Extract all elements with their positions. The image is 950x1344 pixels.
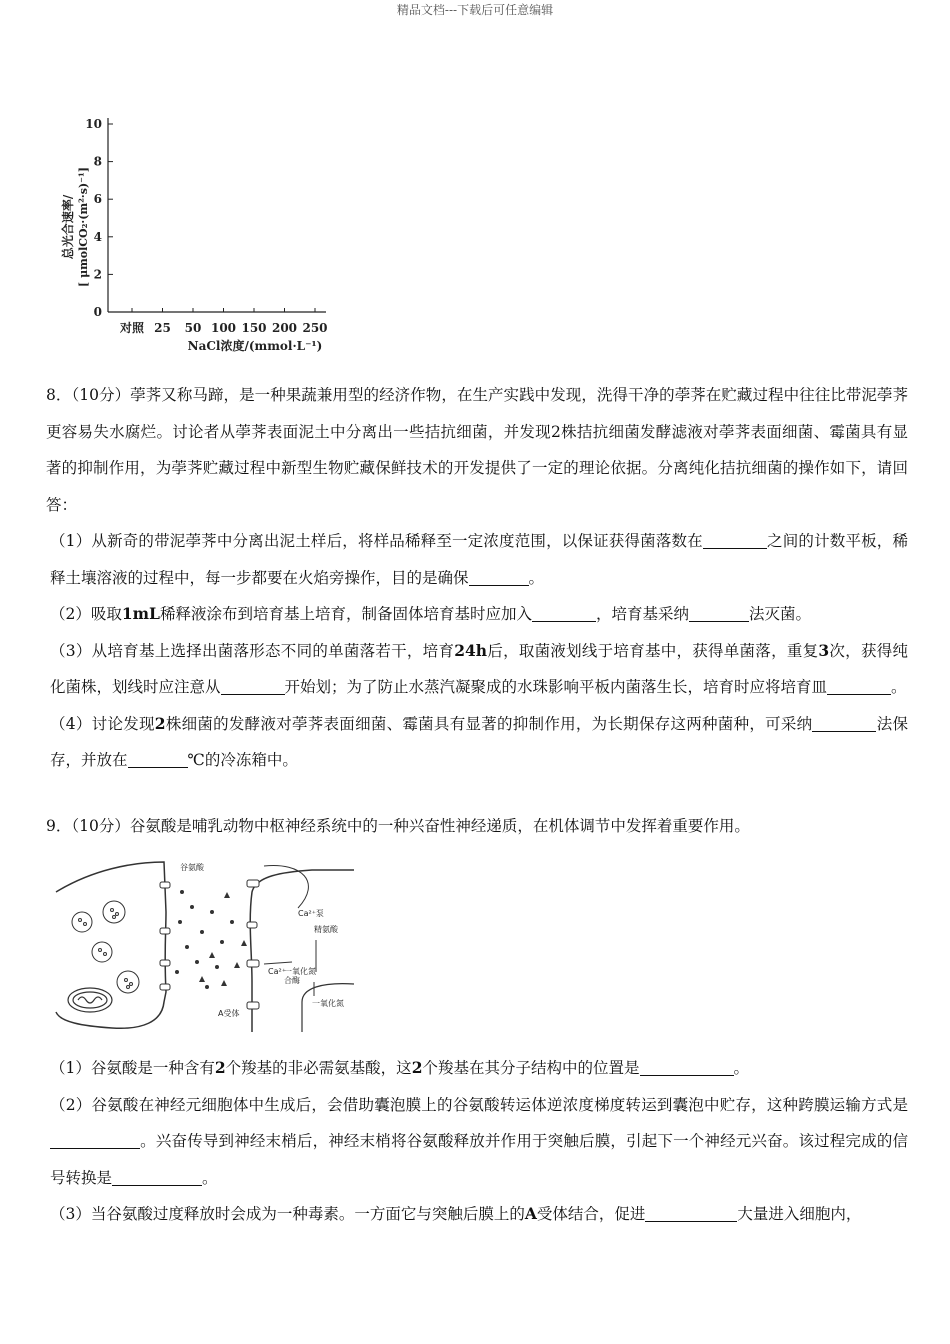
label-glutamate: 谷氨酸 bbox=[180, 863, 204, 872]
q9-part2: （2）谷氨酸在神经元细胞体中生成后，会借助囊泡膜上的谷氨酸转运体逆浓度梯度转运到囊泡中贮存，这种跨膜运输方式是。兴奋传导到神经末梢后，神经末梢将谷氨酸释放并作用于突触后膜，引起下一个神经元兴奋。该过程完成的信号转换是 。 bbox=[50, 1095, 908, 1187]
glutamate-molecules bbox=[175, 890, 234, 989]
answer-blank bbox=[50, 1130, 140, 1149]
q9-part1: （1）谷氨酸是一种含有2个羧基的非必需氨基酸，这2个羧基在其分子结构中的位置是 。 bbox=[50, 1058, 750, 1077]
label-arginine: 精氨酸 bbox=[314, 925, 338, 934]
label-calcium: Ca²⁺ bbox=[268, 967, 286, 976]
synaptic-vesicles bbox=[72, 901, 139, 993]
question-9-intro bbox=[46, 808, 908, 845]
answer-blank bbox=[703, 530, 767, 549]
q8-part2: （2）吸取1mL稀释液涂布到培育基上培育，制备固体培育基时应加入 ，培育基采纳 法灭菌。 bbox=[50, 604, 812, 623]
question-9-parts bbox=[46, 1050, 908, 1233]
y-axis-label-line1: 总光合速率/ bbox=[61, 194, 75, 260]
y-tick-label: 2 bbox=[93, 267, 102, 282]
y-axis-label-line2: [ μmolCO₂·(m²·s)⁻¹] bbox=[77, 167, 90, 287]
answer-blank bbox=[640, 1057, 734, 1076]
x-tick-label: 150 bbox=[241, 321, 267, 335]
q9-part3: （3）当谷氨酸过度释放时会成为一种毒素。一方面它与突触后膜上的A受体结合，促进 大量进入细胞内， bbox=[50, 1204, 862, 1223]
answer-blank bbox=[112, 1167, 202, 1186]
q8-intro: 8．（10分）荸荠又称马蹄，是一种果蔬兼用型的经济作物，在生产实践中发现，洗得干净的荸荠在贮藏过程中往往比带泥荸荠更容易失水腐烂。讨论者从荸荠表面泥土中分离出一些拮抗细菌，并发现2株拮抗细菌发酵滤液对荸荠表面细菌、霉菌具有显著的抑制作用，为荸荠贮藏过程中新型生物贮藏保鲜技术的开发提供了一定的理论依据。分离纯化拮抗细菌的操作如下，请回答： bbox=[46, 386, 908, 514]
answer-blank bbox=[532, 603, 596, 622]
q8-part3: （3）从培育基上选择出菌落形态不同的单菌落若干，培育24h后，取菌液划线于培育基中，获得单菌落，重复3次，获得纯化菌株，划线时应注意从 开始划；为了防止水蒸汽凝聚成的水珠影响平板内菌落生长，培育时应将培育皿 。 bbox=[50, 640, 908, 696]
x-tick-label: 100 bbox=[210, 321, 237, 335]
triangle-molecules bbox=[199, 892, 247, 986]
y-tick-label: 0 bbox=[93, 305, 102, 319]
page-header: 精品文档---下载后可任意编辑 bbox=[396, 3, 554, 17]
label-nos-line1: 一氧化氮 bbox=[284, 967, 316, 976]
y-tick-label: 4 bbox=[93, 229, 102, 244]
y-tick-label: 6 bbox=[93, 192, 102, 207]
label-ca-pump: Ca²⁺泵 bbox=[298, 909, 324, 918]
photosynthesis-chart bbox=[60, 112, 350, 362]
x-tick-label: 200 bbox=[271, 321, 298, 335]
mitochondrion bbox=[68, 988, 112, 1012]
x-tick-label: 50 bbox=[184, 321, 202, 335]
answer-blank bbox=[645, 1203, 737, 1222]
y-axis-title bbox=[60, 167, 90, 287]
label-a-receptor: A受体 bbox=[218, 1009, 240, 1018]
x-tick-label: 对照 bbox=[119, 321, 145, 335]
question-8 bbox=[46, 377, 908, 779]
q8-part1: （1）从新奇的带泥荸荠中分离出泥土样后，将样品稀释至一定浓度范围，以保证获得菌落数在 之间的计数平板，稀释土壤溶液的过程中，每一步都要在火焰旁操作，目的是确保 。 bbox=[50, 532, 908, 587]
label-nos-line2: 合酶 bbox=[284, 976, 300, 985]
y-tick-label: 10 bbox=[85, 117, 102, 131]
y-tick-label: 8 bbox=[93, 154, 102, 169]
x-tick-label: 250 bbox=[302, 321, 328, 335]
q9-intro: 9．（10分）谷氨酸是哺乳动物中枢神经系统中的一种兴奋性神经递质，在机体调节中发挥着重要作用。 bbox=[46, 817, 750, 835]
answer-blank bbox=[689, 603, 749, 622]
answer-blank bbox=[221, 676, 285, 695]
synapse-diagram bbox=[52, 852, 356, 1034]
answer-blank bbox=[812, 713, 876, 732]
answer-blank bbox=[827, 676, 891, 695]
answer-blank bbox=[469, 567, 529, 586]
label-nitric-oxide: 一氧化氮 bbox=[312, 999, 344, 1008]
x-tick-label: 25 bbox=[154, 321, 171, 335]
answer-blank bbox=[128, 749, 188, 768]
q8-part4: （4）讨论发现2株细菌的发酵液对荸荠表面细菌、霉菌具有显著的抑制作用，为长期保存这两种菌种，可采纳 法保存，并放在 ℃的冷冻箱中。 bbox=[50, 713, 908, 769]
x-axis-label: NaCl浓度/(mmol·L⁻¹) bbox=[187, 339, 323, 353]
